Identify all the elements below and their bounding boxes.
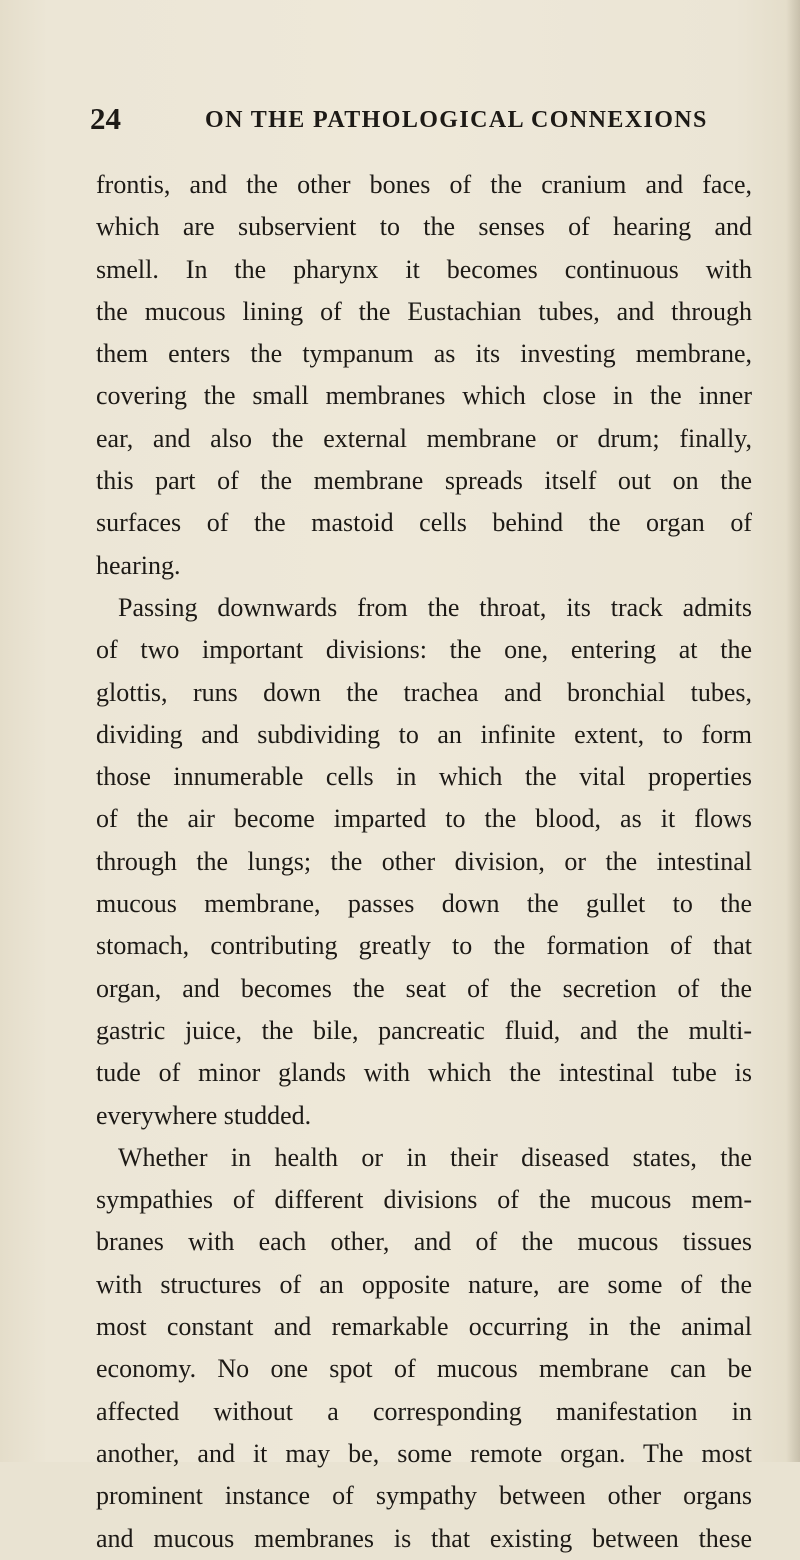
text-line: covering the small membranes which close in the inner: [96, 381, 752, 411]
text-line: frontis, and the other bones of the cranium and face,: [96, 170, 752, 199]
text-line: surfaces of the mastoid cells behind the organ of: [96, 508, 752, 538]
text-line: of the air become imparted to the blood, as it flows: [96, 804, 752, 834]
text-line: most constant and remarkable occurring in the animal: [96, 1312, 752, 1342]
text-line: them enters the tympanum as its investing membrane,: [96, 339, 752, 369]
text-line: economy. No one spot of mucous membrane can be: [96, 1354, 752, 1384]
text-line: this part of the membrane spreads itself out on the: [96, 466, 752, 496]
running-head-title: ON THE PATHOLOGICAL CONNEXIONS: [205, 107, 708, 133]
text-line: smell. In the pharynx it becomes continuous with: [96, 254, 752, 284]
text-line: gastric juice, the bile, pancreatic fluid, and the multi-: [96, 1015, 752, 1045]
paragraph-start-line: Passing downwards from the throat, its track admits: [118, 592, 752, 622]
body-text: [96, 164, 752, 1560]
text-line: through the lungs; the other division, or the intestinal: [96, 846, 752, 876]
text-line: which are subservient to the senses of hearing and: [96, 212, 752, 242]
page-number: 24: [90, 101, 121, 136]
text-line: the mucous lining of the Eustachian tubes, and through: [96, 296, 752, 326]
text-line: glottis, runs down the trachea and bronchial tubes,: [96, 677, 752, 707]
paragraph-end-line: everywhere studded.: [96, 1100, 312, 1130]
text-line: another, and it may be, some remote organ. The most: [96, 1438, 752, 1468]
text-line: and mucous membranes is that existing between these: [96, 1523, 752, 1553]
paragraph-start-line: Whether in health or in their diseased states, the: [118, 1142, 752, 1172]
text-line: tude of minor glands with which the intestinal tube is: [96, 1058, 752, 1088]
text-line: branes with each other, and of the mucous tissues: [96, 1227, 752, 1257]
text-line: dividing and subdividing to an infinite extent, to form: [96, 719, 752, 749]
text-line: stomach, contributing greatly to the formation of that: [96, 931, 752, 961]
text-line: with structures of an opposite nature, are some of the: [96, 1269, 752, 1299]
text-line: of two important divisions: the one, entering at the: [96, 635, 752, 665]
text-line: affected without a corresponding manifestation in: [96, 1396, 752, 1426]
text-line: ear, and also the external membrane or drum; finally,: [96, 423, 752, 453]
text-line: sympathies of different divisions of the mucous mem-: [96, 1185, 752, 1215]
text-line: those innumerable cells in which the vital properties: [96, 762, 752, 792]
text-line: mucous membrane, passes down the gullet to the: [96, 889, 752, 919]
page-edge-shadow: [786, 0, 800, 1462]
paragraph-end-line: hearing.: [96, 550, 181, 580]
running-head: [90, 102, 752, 136]
text-line: organ, and becomes the seat of the secretion of the: [96, 973, 752, 1003]
text-line: prominent instance of sympathy between other organs: [96, 1481, 752, 1511]
